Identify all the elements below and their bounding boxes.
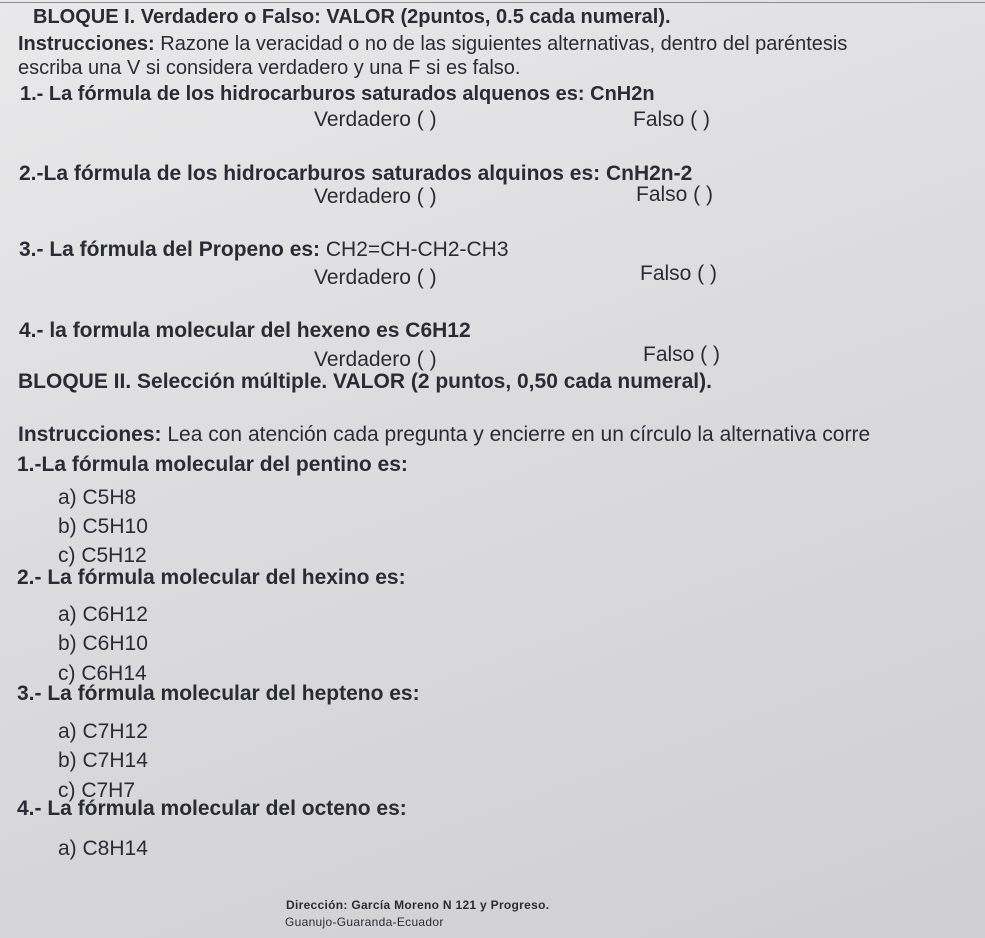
tf-question-3-text: 3.- La fórmula del Propeno es:: [19, 238, 326, 261]
tf-question-4: 4.- la formula molecular del hexeno es C6H12: [19, 319, 471, 342]
mc-question-1-option-c[interactable]: c) C5H12: [58, 544, 147, 567]
block2-instr-label: Instrucciones:: [18, 423, 162, 446]
mc-question-2: 2.- La fórmula molecular del hexino es:: [17, 566, 406, 589]
mc-question-2-option-b[interactable]: b) C6H10: [58, 632, 148, 655]
mc-question-1: 1.-La fórmula molecular del pentino es:: [17, 453, 408, 476]
block2-instr-text: Lea con atención cada pregunta y encierre en un círculo la alternativa corre: [161, 423, 871, 446]
mc-question-4-option-a[interactable]: a) C8H14: [58, 837, 148, 860]
footer-address: Dirección: García Moreno N 121 y Progreso.: [286, 898, 550, 912]
mc-question-3-option-b[interactable]: b) C7H14: [58, 749, 148, 772]
top-rule: [0, 2, 985, 3]
block1-instr-text: Razone la veracidad o no de las siguientes alternativas, dentro del paréntesis: [154, 33, 848, 55]
tf-question-2-false[interactable]: Falso ( ): [636, 183, 714, 206]
mc-question-3-option-c[interactable]: c) C7H7: [58, 779, 136, 802]
tf-question-2-true[interactable]: Verdadero ( ): [314, 185, 437, 208]
tf-question-1-false[interactable]: Falso ( ): [633, 108, 711, 131]
block1-instr-label: Instrucciones:: [18, 33, 155, 55]
tf-question-1: 1.- La fórmula de los hidrocarburos saturados alquenos es: CnH2n: [20, 83, 655, 105]
tf-question-4-false[interactable]: Falso ( ): [643, 343, 721, 366]
tf-question-3: [19, 238, 509, 262]
block1-instructions-line1: [18, 33, 847, 56]
footer-location: Guanujo-Guaranda-Ecuador: [285, 915, 444, 929]
tf-question-1-true[interactable]: Verdadero ( ): [314, 108, 437, 131]
block1-title: BLOQUE I. Verdadero o Falso: VALOR (2puntos, 0.5 cada numeral).: [33, 6, 671, 28]
tf-question-3-true[interactable]: Verdadero ( ): [314, 266, 437, 289]
block2-instructions: [18, 423, 870, 447]
mc-question-2-option-a[interactable]: a) C6H12: [58, 603, 148, 626]
tf-question-3-false[interactable]: Falso ( ): [640, 262, 718, 285]
mc-question-4: 4.- La fórmula molecular del octeno es:: [17, 797, 407, 820]
mc-question-3: 3.- La fórmula molecular del hepteno es:: [17, 682, 420, 705]
block2-title: BLOQUE II. Selección múltiple. VALOR (2 puntos, 0,50 cada numeral).: [18, 370, 712, 393]
tf-question-3-formula: CH2=CH-CH2-CH3: [325, 238, 509, 261]
mc-question-2-option-c[interactable]: c) C6H14: [58, 662, 147, 685]
mc-question-1-option-b[interactable]: b) C5H10: [58, 515, 148, 538]
mc-question-1-option-a[interactable]: a) C5H8: [58, 486, 137, 509]
tf-question-4-true[interactable]: Verdadero ( ): [314, 348, 437, 371]
tf-question-2: 2.-La fórmula de los hidrocarburos saturados alquinos es: CnH2n-2: [19, 162, 693, 185]
block1-instructions-line2: escriba una V si considera verdadero y una F si es falso.: [18, 57, 521, 79]
mc-question-3-option-a[interactable]: a) C7H12: [58, 720, 148, 743]
